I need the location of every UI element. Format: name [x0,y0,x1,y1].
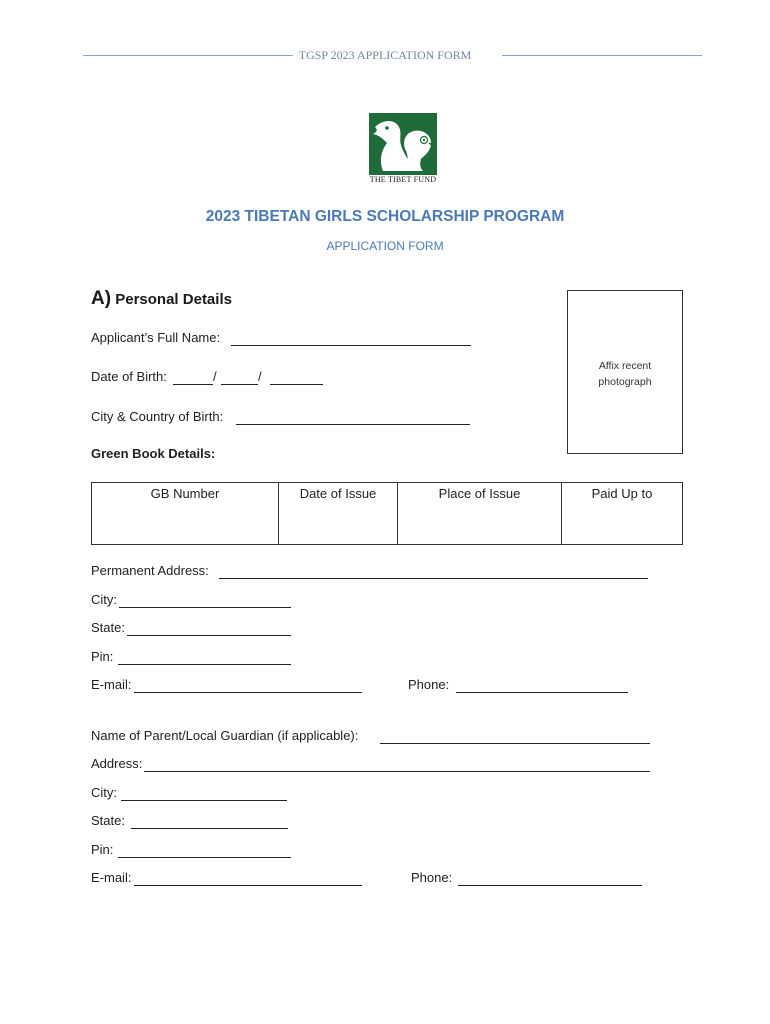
dob-month-line[interactable] [221,384,258,385]
email-label: E-mail: [91,677,132,692]
state-line[interactable] [127,635,291,636]
guardian-state-label: State: [91,813,125,828]
logo-caption: THE TIBET FUND [369,175,437,184]
section-a-heading [91,288,232,310]
section-a-label: Personal Details [115,291,232,308]
guardian-email-label: E-mail: [91,870,132,885]
green-book-label: Green Book Details: [91,446,216,461]
city-line[interactable] [119,607,291,608]
tibet-fund-logo [369,113,437,185]
guardian-email-line[interactable] [134,885,362,886]
dob-separator-1: / [213,369,217,384]
dob-label: Date of Birth: [91,369,167,384]
birth-place-line[interactable] [236,424,470,425]
guardian-city-label: City: [91,785,117,800]
guardian-phone-line[interactable] [458,885,642,886]
permanent-address-label: Permanent Address: [91,563,209,578]
guardian-phone-label: Phone: [411,870,453,885]
phone-line[interactable] [456,692,628,693]
dob-separator-2: / [258,369,262,384]
pin-label: Pin: [91,649,114,664]
city-label: City: [91,592,117,607]
guardian-pin-line[interactable] [118,857,291,858]
green-book-table [91,482,683,545]
phone-label: Phone: [408,677,450,692]
page-title: 2023 TIBETAN GIRLS SCHOLARSHIP PROGRAM [205,208,565,225]
birth-place-label: City & Country of Birth: [91,409,224,424]
state-label: State: [91,620,125,635]
full-name-line[interactable] [231,345,471,346]
date-of-issue-header[interactable]: Date of Issue [279,483,398,545]
gb-number-header[interactable]: GB Number [92,483,279,545]
guardian-address-line[interactable] [144,771,650,772]
page-subtitle: APPLICATION FORM [326,239,444,253]
guardian-city-line[interactable] [121,800,287,801]
place-of-issue-header[interactable]: Place of Issue [398,483,562,545]
guardian-name-line[interactable] [380,743,650,744]
email-line[interactable] [134,692,362,693]
dob-day-line[interactable] [173,384,213,385]
guardian-pin-label: Pin: [91,842,114,857]
dob-year-line[interactable] [270,384,323,385]
photo-instruction-line2: photograph [598,376,652,388]
guardian-address-label: Address: [91,756,143,771]
full-name-label: Applicant’s Full Name: [91,330,221,345]
paid-up-to-header[interactable]: Paid Up to [562,483,683,545]
section-a-letter: A) [91,288,112,309]
permanent-address-line[interactable] [219,578,648,579]
guardian-state-line[interactable] [131,828,288,829]
running-header: TGSP 2023 APPLICATION FORM [0,48,770,63]
guardian-name-label: Name of Parent/Local Guardian (if applicable): [91,728,359,743]
birds-icon [369,113,437,175]
photo-instruction-line1: Affix recent [598,360,652,372]
logo-emblem [369,113,437,175]
photo-box [567,290,683,454]
photo-instruction [568,358,682,390]
table-row [92,483,683,545]
pin-line[interactable] [118,664,291,665]
